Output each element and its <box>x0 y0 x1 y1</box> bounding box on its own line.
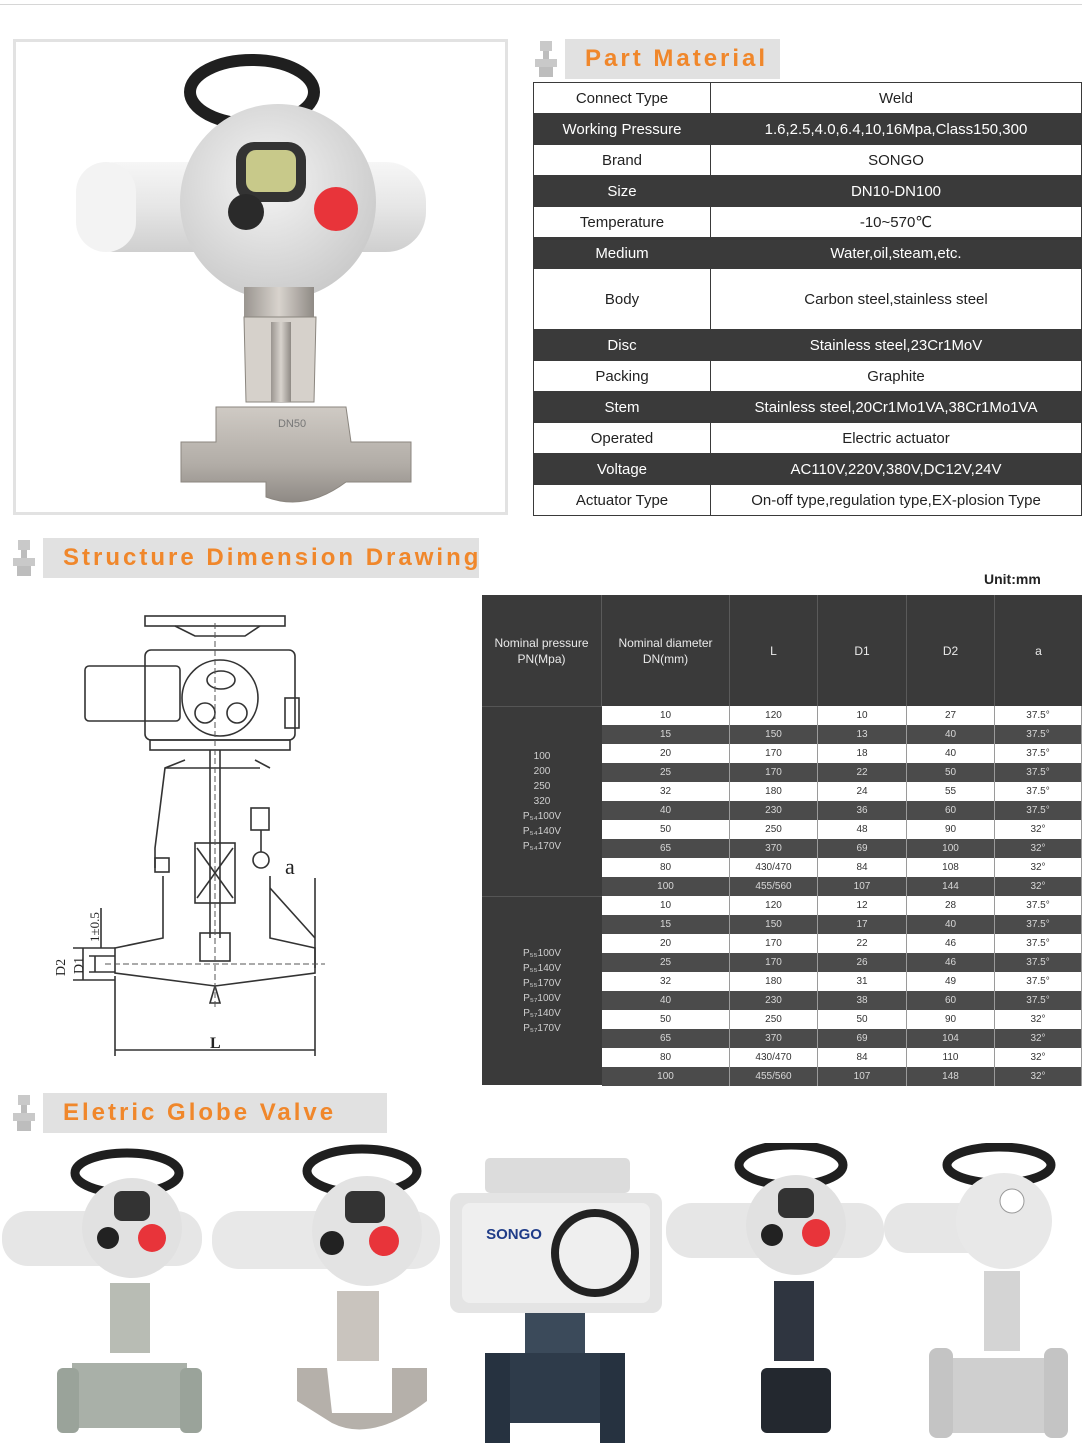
material-row <box>534 114 1082 145</box>
material-row <box>534 454 1082 485</box>
valve-icon <box>11 1093 37 1133</box>
table-cell: 40 <box>907 725 995 744</box>
table-cell: 150 <box>730 725 818 744</box>
table-cell: 32° <box>995 1067 1082 1086</box>
table-cell: 55 <box>907 782 995 801</box>
table-cell: 20 <box>602 934 730 953</box>
material-row <box>534 83 1082 114</box>
material-row <box>534 485 1082 516</box>
part-material-table <box>533 82 1082 516</box>
table-cell: 230 <box>730 991 818 1010</box>
table-cell: 32° <box>995 858 1082 877</box>
table-cell: 40 <box>907 915 995 934</box>
valve-icon <box>11 538 37 578</box>
table-row <box>602 801 1082 820</box>
table-cell: 37.5° <box>995 744 1082 763</box>
table-row <box>602 858 1082 877</box>
table-cell: 107 <box>818 877 907 896</box>
table-cell: 148 <box>907 1067 995 1086</box>
table-cell: 69 <box>818 1029 907 1048</box>
table-cell: 430/470 <box>730 1048 818 1067</box>
table-cell: 20 <box>602 744 730 763</box>
part-material-title: Part Material <box>565 39 780 79</box>
table-cell: 230 <box>730 801 818 820</box>
material-row <box>534 207 1082 238</box>
pressure-label: P₅₄170V <box>522 841 562 852</box>
table-cell: 10 <box>602 896 730 915</box>
table-cell: 430/470 <box>730 858 818 877</box>
table-cell: 170 <box>730 934 818 953</box>
length-L-label: L <box>210 1035 221 1052</box>
table-cell: 84 <box>818 1048 907 1067</box>
table-row <box>602 915 1082 934</box>
material-key: Actuator Type <box>534 485 711 516</box>
table-cell: 26 <box>818 953 907 972</box>
table-cell: 120 <box>730 706 818 725</box>
table-cell: 10 <box>818 706 907 725</box>
table-cell: 37.5° <box>995 896 1082 915</box>
valve-icon <box>533 39 559 79</box>
material-row <box>534 145 1082 176</box>
table-cell: 36 <box>818 801 907 820</box>
material-value: SONGO <box>711 145 1082 176</box>
pressure-label: P₅₇140V <box>523 1008 561 1019</box>
product-photo-2 <box>212 1143 442 1443</box>
table-cell: 32 <box>602 782 730 801</box>
table-row <box>602 953 1082 972</box>
table-row <box>602 820 1082 839</box>
table-cell: 12 <box>818 896 907 915</box>
table-cell: 455/560 <box>730 877 818 896</box>
material-row <box>534 269 1082 330</box>
header-L: L <box>730 595 818 706</box>
table-cell: 180 <box>730 972 818 991</box>
brand-plate: SONGO <box>486 1226 542 1243</box>
table-row <box>602 877 1082 896</box>
table-cell: 120 <box>730 896 818 915</box>
table-cell: 40 <box>602 991 730 1010</box>
table-cell: 22 <box>818 763 907 782</box>
structure-heading <box>11 538 481 578</box>
material-key: Size <box>534 176 711 207</box>
table-cell: 90 <box>907 1010 995 1029</box>
pressure-label: P₅₅170V <box>522 978 562 989</box>
material-row <box>534 423 1082 454</box>
table-cell: 32° <box>995 820 1082 839</box>
pressure-group-2 <box>482 896 602 1085</box>
material-key: Connect Type <box>534 83 711 114</box>
table-cell: 37.5° <box>995 972 1082 991</box>
table-cell: 100 <box>907 839 995 858</box>
table-cell: 32° <box>995 1048 1082 1067</box>
table-cell: 69 <box>818 839 907 858</box>
table-cell: 37.5° <box>995 915 1082 934</box>
header-D2: D2 <box>907 595 995 706</box>
table-row <box>602 1029 1082 1048</box>
table-cell: 370 <box>730 839 818 858</box>
table-cell: 32° <box>995 1029 1082 1048</box>
main-product-photo <box>13 39 508 515</box>
table-cell: 100 <box>602 1067 730 1086</box>
material-key: Working Pressure <box>534 114 711 145</box>
table-cell: 170 <box>730 744 818 763</box>
D1-label: D1 <box>72 956 87 974</box>
table-cell: 28 <box>907 896 995 915</box>
material-value: 1.6,2.5,4.0,6.4,10,16Mpa,Class150,300 <box>711 114 1082 145</box>
material-key: Disc <box>534 330 711 361</box>
material-value: DN10-DN100 <box>711 176 1082 207</box>
table-cell: 49 <box>907 972 995 991</box>
material-value: Carbon steel,stainless steel <box>711 269 1082 330</box>
pressure-label: P₅₄100V <box>522 811 562 822</box>
table-cell: 10 <box>602 706 730 725</box>
header-D1: D1 <box>818 595 907 706</box>
table-cell: 150 <box>730 915 818 934</box>
table-cell: 50 <box>602 820 730 839</box>
table-row <box>602 763 1082 782</box>
table-cell: 110 <box>907 1048 995 1067</box>
pressure-label: P₅₇170V <box>523 1023 561 1034</box>
table-cell: 37.5° <box>995 706 1082 725</box>
table-cell: 13 <box>818 725 907 744</box>
table-cell: 37.5° <box>995 782 1082 801</box>
table-cell: 32° <box>995 877 1082 896</box>
material-value: On-off type,regulation type,EX-plosion Type <box>711 485 1082 516</box>
table-row <box>602 706 1082 725</box>
table-cell: 15 <box>602 725 730 744</box>
table-row <box>602 1048 1082 1067</box>
pressure-label: 250 <box>533 781 551 792</box>
table-cell: 27 <box>907 706 995 725</box>
pressure-label: P₅₄140V <box>522 826 562 837</box>
table-cell: 37.5° <box>995 725 1082 744</box>
table-cell: 22 <box>818 934 907 953</box>
table-cell: 60 <box>907 801 995 820</box>
table-cell: 40 <box>602 801 730 820</box>
table-cell: 25 <box>602 953 730 972</box>
table-row <box>602 725 1082 744</box>
material-value: Water,oil,steam,etc. <box>711 238 1082 269</box>
pressure-label: P₅₅100V <box>522 948 562 959</box>
product-photo-1 <box>2 1143 207 1443</box>
D2-label: D2 <box>54 958 69 976</box>
electric-globe-valve-image <box>16 42 505 512</box>
table-cell: 37.5° <box>995 991 1082 1010</box>
table-cell: 18 <box>818 744 907 763</box>
table-row <box>602 934 1082 953</box>
table-cell: 46 <box>907 934 995 953</box>
material-row <box>534 361 1082 392</box>
material-value: Weld <box>711 83 1082 114</box>
table-row <box>602 744 1082 763</box>
table-cell: 32° <box>995 1010 1082 1029</box>
table-cell: 100 <box>602 877 730 896</box>
table-cell: 170 <box>730 763 818 782</box>
table-cell: 25 <box>602 763 730 782</box>
tolerance-label: 1±0.5 <box>87 912 102 942</box>
material-value: -10~570℃ <box>711 207 1082 238</box>
material-value: Stainless steel,20Cr1Mo1VA,38Cr1Mo1VA <box>711 392 1082 423</box>
table-cell: 32 <box>602 972 730 991</box>
material-row <box>534 330 1082 361</box>
part-material-heading <box>533 39 783 79</box>
table-cell: 50 <box>907 763 995 782</box>
table-row <box>602 1067 1082 1086</box>
table-cell: 37.5° <box>995 763 1082 782</box>
product-title: Eletric Globe Valve <box>43 1093 387 1133</box>
pressure-group-1 <box>482 706 602 896</box>
material-key: Stem <box>534 392 711 423</box>
structure-drawing <box>45 608 335 1068</box>
material-key: Operated <box>534 423 711 454</box>
table-cell: 50 <box>602 1010 730 1029</box>
pressure-label: 320 <box>533 796 551 807</box>
header-nominal-diameter: Nominal diameter DN(mm) <box>602 595 730 706</box>
material-value: Electric actuator <box>711 423 1082 454</box>
material-row <box>534 238 1082 269</box>
material-key: Temperature <box>534 207 711 238</box>
table-cell: 48 <box>818 820 907 839</box>
table-cell: 37.5° <box>995 934 1082 953</box>
material-key: Voltage <box>534 454 711 485</box>
table-cell: 65 <box>602 1029 730 1048</box>
product-photo-5 <box>884 1143 1080 1443</box>
table-row <box>602 1010 1082 1029</box>
product-heading <box>11 1093 389 1133</box>
material-key: Packing <box>534 361 711 392</box>
body-mark: DN50 <box>277 418 307 430</box>
table-cell: 40 <box>907 744 995 763</box>
table-cell: 31 <box>818 972 907 991</box>
table-row <box>602 991 1082 1010</box>
table-row <box>602 972 1082 991</box>
unit-label: Unit:mm <box>984 571 1041 587</box>
pressure-label: 100 <box>533 751 551 762</box>
table-cell: 37.5° <box>995 801 1082 820</box>
table-cell: 180 <box>730 782 818 801</box>
material-value: Graphite <box>711 361 1082 392</box>
table-cell: 15 <box>602 915 730 934</box>
material-key: Medium <box>534 238 711 269</box>
product-photo-3 <box>450 1143 665 1443</box>
table-cell: 17 <box>818 915 907 934</box>
material-row <box>534 392 1082 423</box>
header-a: a <box>1035 643 1042 658</box>
pressure-label: P₅₇100V <box>523 993 561 1004</box>
material-key: Brand <box>534 145 711 176</box>
table-cell: 50 <box>818 1010 907 1029</box>
table-cell: 24 <box>818 782 907 801</box>
header-nominal-pressure: Nominal pressure PN(Mpa) <box>482 595 602 706</box>
table-cell: 250 <box>730 820 818 839</box>
table-row <box>602 839 1082 858</box>
pressure-label: 200 <box>533 766 551 777</box>
table-cell: 46 <box>907 953 995 972</box>
table-cell: 370 <box>730 1029 818 1048</box>
structure-title: Structure Dimension Drawing <box>43 538 479 578</box>
table-cell: 108 <box>907 858 995 877</box>
material-value: Stainless steel,23Cr1MoV <box>711 330 1082 361</box>
table-cell: 107 <box>818 1067 907 1086</box>
table-cell: 90 <box>907 820 995 839</box>
pressure-label: P₅₅140V <box>522 963 562 974</box>
table-cell: 84 <box>818 858 907 877</box>
table-cell: 37.5° <box>995 953 1082 972</box>
table-cell: 455/560 <box>730 1067 818 1086</box>
material-value: AC110V,220V,380V,DC12V,24V <box>711 454 1082 485</box>
table-cell: 60 <box>907 991 995 1010</box>
dimension-table <box>482 595 1082 1085</box>
angle-a-label: a <box>285 854 295 879</box>
table-cell: 65 <box>602 839 730 858</box>
table-cell: 38 <box>818 991 907 1010</box>
table-cell: 32° <box>995 839 1082 858</box>
table-cell: 104 <box>907 1029 995 1048</box>
table-cell: 250 <box>730 1010 818 1029</box>
table-cell: 144 <box>907 877 995 896</box>
table-cell: 80 <box>602 858 730 877</box>
table-cell: 170 <box>730 953 818 972</box>
table-cell: 80 <box>602 1048 730 1067</box>
top-divider <box>0 4 1082 5</box>
table-row <box>602 896 1082 915</box>
table-row <box>602 782 1082 801</box>
material-row <box>534 176 1082 207</box>
product-photo-4 <box>666 1143 886 1443</box>
material-key: Body <box>534 269 711 330</box>
